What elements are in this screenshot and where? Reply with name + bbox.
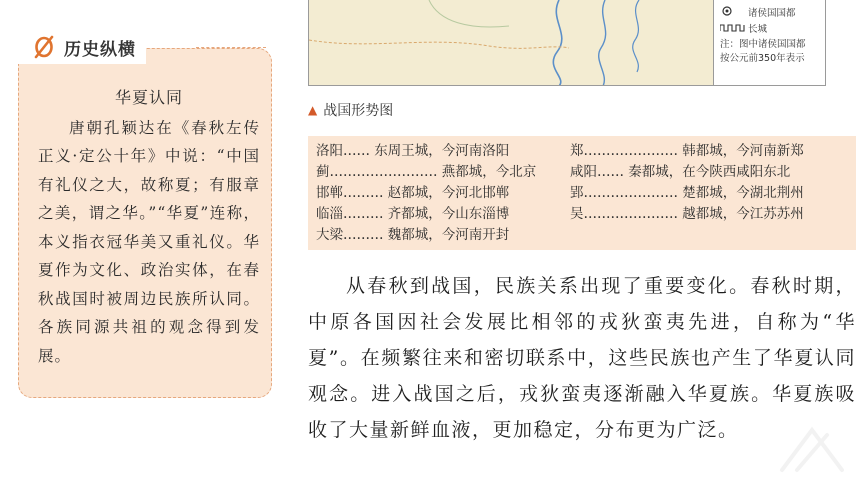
watermark-logo (772, 420, 852, 480)
map-legend (713, 0, 825, 86)
city-row: 洛阳…… 东周王城，今河南洛阳 (316, 143, 510, 159)
map-drawing (309, 0, 715, 86)
city-row: 大梁……… 魏都城，今河南开封 (316, 227, 510, 243)
map-caption-text: 战国形势图 (323, 103, 394, 119)
city-row: 邯郸……… 赵都城，今河北邯郸 (316, 185, 510, 201)
city-column-right (570, 141, 850, 225)
main-paragraph: 从春秋到战国，民族关系出现了重要变化。春秋时期，中原各国因社会发展比相邻的戎狄蛮夷先进，自称为“华夏”。在频繁往来和密切联系中，这些民族也产生了华夏认同观念。进入战国之后，戎狄蛮夷逐渐融入华夏族。华夏族吸收了大量新鲜血液，更加稳定，分布更为广泛。 (308, 275, 856, 441)
sidebar-subtitle: 华夏认同 (114, 88, 183, 107)
sidebar-content (38, 84, 260, 370)
slashed-circle-icon (32, 35, 56, 59)
city-row: 郢………………… 楚都城，今湖北荆州 (570, 185, 804, 201)
city-row: 吴………………… 越都城，今江苏苏州 (570, 206, 804, 222)
city-row: 临淄……… 齐都城，今山东淄博 (316, 206, 510, 222)
sidebar-paragraph: 唐朝孔颖达在《春秋左传正义·定公十年》中说：“中国有礼仪之大，故称夏；有服章之美，谓之华。”“华夏”连称，本义指衣冠华美又重礼仪。华夏作为文化、政治实体，在春秋战国时被周边民族所认同。各族同源共祖的观念得到发展。 (38, 118, 260, 365)
legend-wall-row (720, 20, 819, 36)
legend-note-line2: 按公元前350年表示 (720, 53, 805, 64)
city-row: 蓟…………………… 燕都城，今北京 (316, 164, 537, 180)
city-column-left (316, 141, 568, 246)
warring-states-map (308, 0, 826, 86)
sidebar-title: 历史纵横 (64, 39, 136, 60)
legend-capital-label: 诸侯国国都 (748, 8, 796, 19)
legend-capital-row (720, 4, 819, 20)
map-caption (308, 100, 393, 120)
caption-triangle-icon: ▲ (308, 103, 318, 117)
capital-cities-table (308, 136, 856, 250)
sidebar-header-divider (196, 47, 266, 48)
capital-marker-icon (720, 5, 748, 20)
great-wall-icon (720, 22, 748, 35)
legend-note-line1: 注：图中诸侯国国都 (720, 39, 806, 50)
city-row: 郑………………… 韩都城，今河南新郑 (570, 143, 804, 159)
sidebar-header (18, 30, 146, 64)
legend-wall-label: 长城 (748, 24, 768, 35)
city-row: 咸阳…… 秦都城，在今陕西咸阳东北 (570, 164, 791, 180)
